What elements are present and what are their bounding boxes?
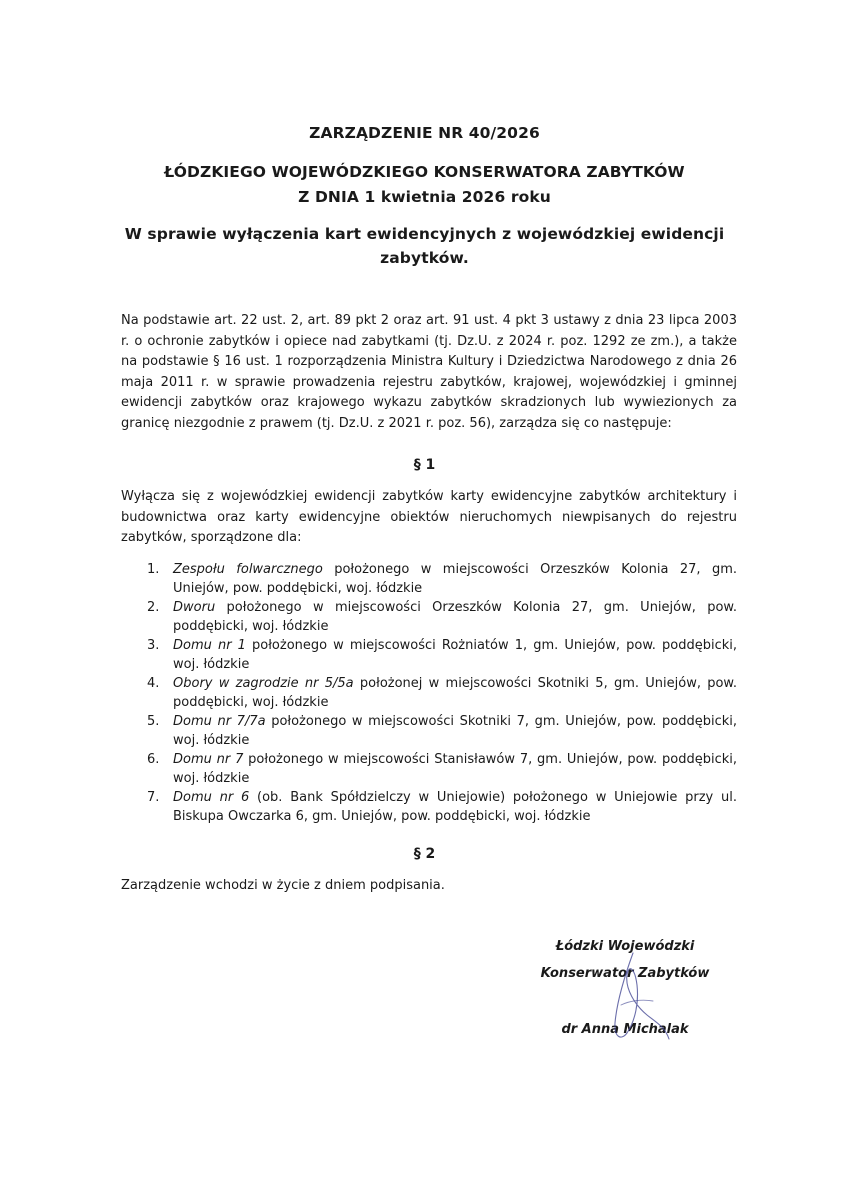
list-item-number: 6. (147, 752, 160, 767)
signatory-title-line1: Łódzki Wojewódzki (555, 939, 695, 954)
section-2-heading: § 2 (413, 846, 436, 862)
handwritten-signature (585, 945, 695, 1055)
list-item (130, 788, 737, 826)
document-title: ZARZĄDZENIE NR 40/2026 (309, 124, 540, 142)
list-item-description: położonego w miejscowości Orzeszków Kolonia 27, gm. Uniejów, pow. poddębicki, woj. łódzkie (173, 600, 737, 634)
section-2-text: Zarządzenie wchodzi w życie z dniem podpisania. (121, 878, 445, 893)
list-item-number: 4. (147, 676, 160, 691)
excluded-objects-list (130, 560, 737, 826)
list-item-number: 2. (147, 600, 160, 615)
signatory-title-line2: Konserwator Zabytków (540, 966, 710, 981)
list-item-name: Dworu (173, 600, 216, 615)
document-subject: W sprawie wyłączenia kart ewidencyjnych z wojewódzkiej ewidencji zabytków. (124, 225, 725, 267)
list-item-number: 1. (147, 562, 160, 577)
document-date: Z DNIA 1 kwietnia 2026 roku (298, 188, 551, 206)
list-item-name: Domu nr 6 (173, 790, 250, 805)
list-item-name: Zespołu folwarcznego (173, 562, 323, 577)
signatory-name: dr Anna Michalak (561, 1022, 689, 1037)
list-item-name: Domu nr 7/7a (173, 714, 266, 729)
list-item (130, 712, 737, 750)
list-item-name: Obory w zagrodzie nr 5/5a (173, 676, 354, 691)
list-item (130, 674, 737, 712)
list-item (130, 598, 737, 636)
legal-basis-paragraph: Na podstawie art. 22 ust. 2, art. 89 pkt 2 oraz art. 91 ust. 4 pkt 3 ustawy z dnia 23 lipca 2003 r. o ochronie zabytków i opiece nad zabytkami (tj. Dz.U. z 2024 r. poz. 1292 ze zm.), a także na podstawie § 16 ust. 1 rozporządzenia Ministra Kultury i Dziedzictwa Narodowego z dnia 26 maja 2011 r. w sprawie prowadzenia rejestru zabytków, krajowej, wojewódzkiej i gminnej ewidencji zabytków oraz krajowego wykazu zabytków skradzionych lub wywiezionych za granicę niezgodnie z prawem (tj. Dz.U. z 2021 r. poz. 56), zarządza się co następuje: (121, 313, 737, 431)
list-item-description: położonego w miejscowości Rożniatów 1, gm. Uniejów, pow. poddębicki, woj. łódzkie (173, 638, 737, 672)
list-item-description: położonej w miejscowości Skotniki 5, gm. Uniejów, pow. poddębicki, woj. łódzkie (173, 676, 737, 710)
list-item-number: 5. (147, 714, 160, 729)
list-item-description: położonego w miejscowości Stanisławów 7, gm. Uniejów, pow. poddębicki, woj. łódzkie (173, 752, 737, 786)
list-item-number: 7. (147, 790, 160, 805)
list-item-description: położonego w miejscowości Skotniki 7, gm. Uniejów, pow. poddębicki, woj. łódzkie (173, 714, 737, 748)
section-1-intro: Wyłącza się z wojewódzkiej ewidencji zabytków karty ewidencyjne zabytków architektury i budownictwa oraz karty ewidencyjne obiektów nieruchomych niewpisanych do rejestru zabytków, sporządzone dla: (121, 489, 737, 545)
list-item-description: położonego w miejscowości Orzeszków Kolonia 27, gm. Uniejów, pow. poddębicki, woj. łódzkie (173, 562, 737, 596)
list-item-number: 3. (147, 638, 160, 653)
list-item (130, 636, 737, 674)
list-item-name: Domu nr 1 (173, 638, 246, 653)
list-item (130, 750, 737, 788)
section-1-heading: § 1 (413, 457, 436, 473)
list-item (130, 560, 737, 598)
list-item-name: Domu nr 7 (173, 752, 244, 767)
issuing-authority: ŁÓDZKIEGO WOJEWÓDZKIEGO KONSERWATORA ZABYTKÓW (164, 163, 685, 181)
list-item-description: (ob. Bank Spółdzielczy w Uniejowie) położonego w Uniejowie przy ul. Biskupa Owczarka 6, gm. Uniejów, pow. poddębicki, woj. łódzkie (173, 790, 737, 824)
